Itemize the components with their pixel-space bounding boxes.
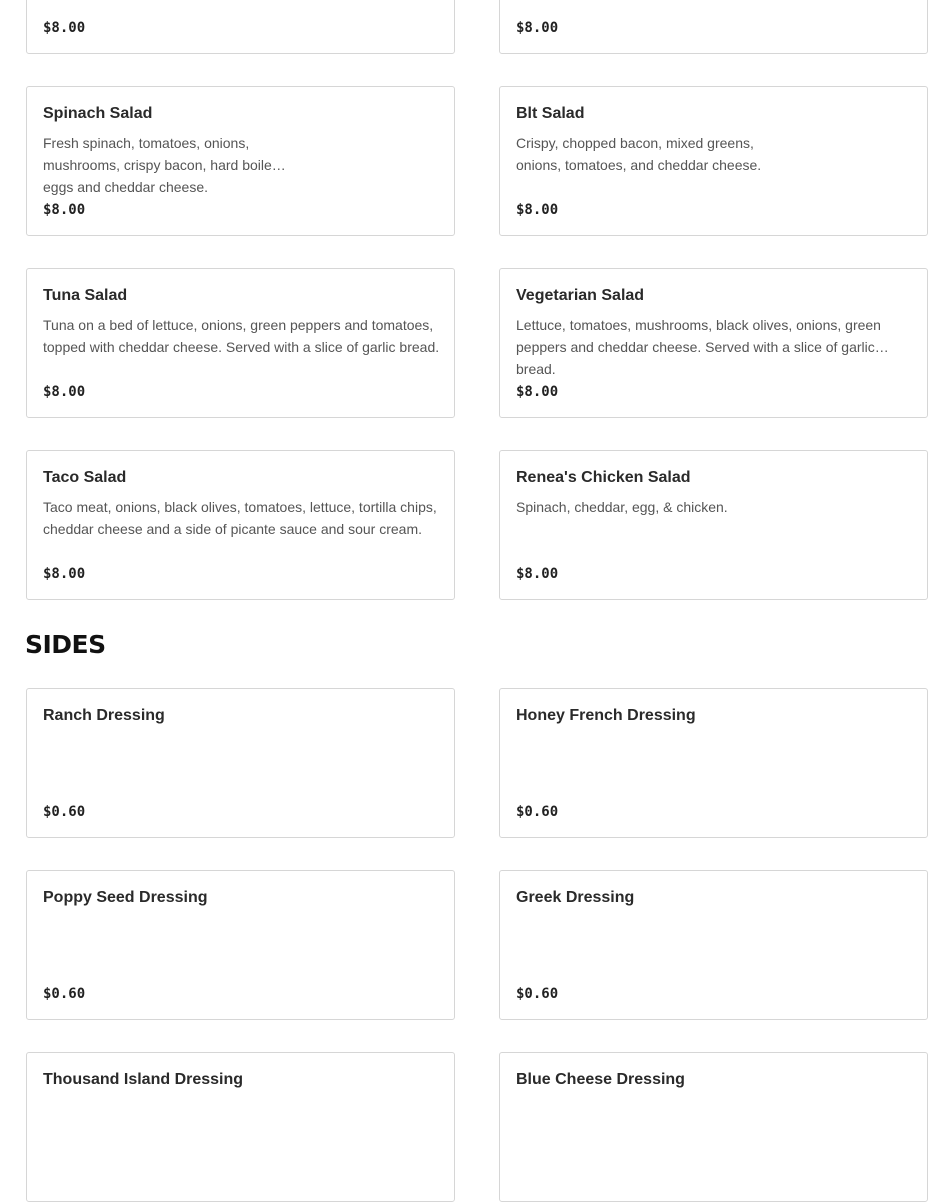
menu-item-card-tuna-salad[interactable] — [26, 268, 455, 418]
menu-item-card-spinach-salad[interactable] — [26, 86, 455, 236]
menu-item-card-thousand-island-dressing[interactable] — [26, 1052, 455, 1202]
item-description: Lettuce, tomatoes, mushrooms, black olives, onions, green peppers and cheddar cheese. Served with a slice of garlic bread. — [516, 317, 881, 377]
menu-item-card-blue-cheese-dressing[interactable] — [499, 1052, 928, 1202]
item-name: Blt Salad — [516, 105, 585, 122]
menu-item-card-poppy-seed-dressing[interactable] — [26, 870, 455, 1020]
item-name: Tuna Salad — [43, 287, 128, 304]
menu-item-card-blt-salad[interactable] — [499, 86, 928, 236]
item-price: $8.00 — [43, 384, 86, 400]
item-price: $0.60 — [43, 986, 86, 1002]
item-name: Ranch Dressing — [43, 707, 165, 724]
menu-item-card-greek-dressing[interactable] — [499, 870, 928, 1020]
item-price: $8.00 — [516, 20, 559, 36]
item-name: Taco Salad — [43, 469, 127, 486]
item-name: Thousand Island Dressing — [43, 1071, 244, 1088]
menu-item-card-vegetarian-salad[interactable] — [499, 268, 928, 418]
item-name: Vegetarian Salad — [516, 287, 645, 304]
item-name: Honey French Dressing — [516, 707, 696, 724]
item-price: $8.00 — [43, 566, 86, 582]
menu-item-card-honey-french-dressing[interactable] — [499, 688, 928, 838]
item-description: Taco meat, onions, black olives, tomatoes, lettuce, tortilla chips, cheddar cheese and a side of picante sauce and sour cream. — [43, 499, 437, 537]
item-description: Tuna on a bed of lettuce, onions, green peppers and tomatoes, topped with cheddar cheese. Served with a slice of garlic bread. — [43, 317, 440, 355]
item-name: Spinach Salad — [43, 105, 153, 122]
item-price: $0.60 — [516, 986, 559, 1002]
item-price: $8.00 — [516, 202, 559, 218]
item-price: $8.00 — [516, 384, 559, 400]
item-name: Poppy Seed Dressing — [43, 889, 208, 906]
item-name: Greek Dressing — [516, 889, 635, 906]
menu-item-card-reneas-chicken-salad[interactable] — [499, 450, 928, 600]
menu-item-card[interactable] — [26, 0, 455, 54]
item-name: Blue Cheese Dressing — [516, 1071, 685, 1088]
menu-item-card[interactable] — [499, 0, 928, 54]
item-name: Renea's Chicken Salad — [516, 469, 691, 486]
item-price: $8.00 — [43, 20, 86, 36]
item-price: $0.60 — [43, 804, 86, 820]
item-price: $8.00 — [516, 566, 559, 582]
item-description: Spinach, cheddar, egg, & chicken. — [516, 499, 728, 515]
item-price: $8.00 — [43, 202, 86, 218]
section-title-sides: SIDES — [25, 630, 106, 659]
item-description: Fresh spinach, tomatoes, onions, mushrooms, crispy bacon, hard boiled eggs and cheddar cheese. — [43, 135, 280, 195]
menu-item-card-taco-salad[interactable] — [26, 450, 455, 600]
item-price: $0.60 — [516, 804, 559, 820]
item-description: Crispy, chopped bacon, mixed greens, onions, tomatoes, and cheddar cheese. — [516, 135, 762, 173]
menu-item-card-ranch-dressing[interactable] — [26, 688, 455, 838]
